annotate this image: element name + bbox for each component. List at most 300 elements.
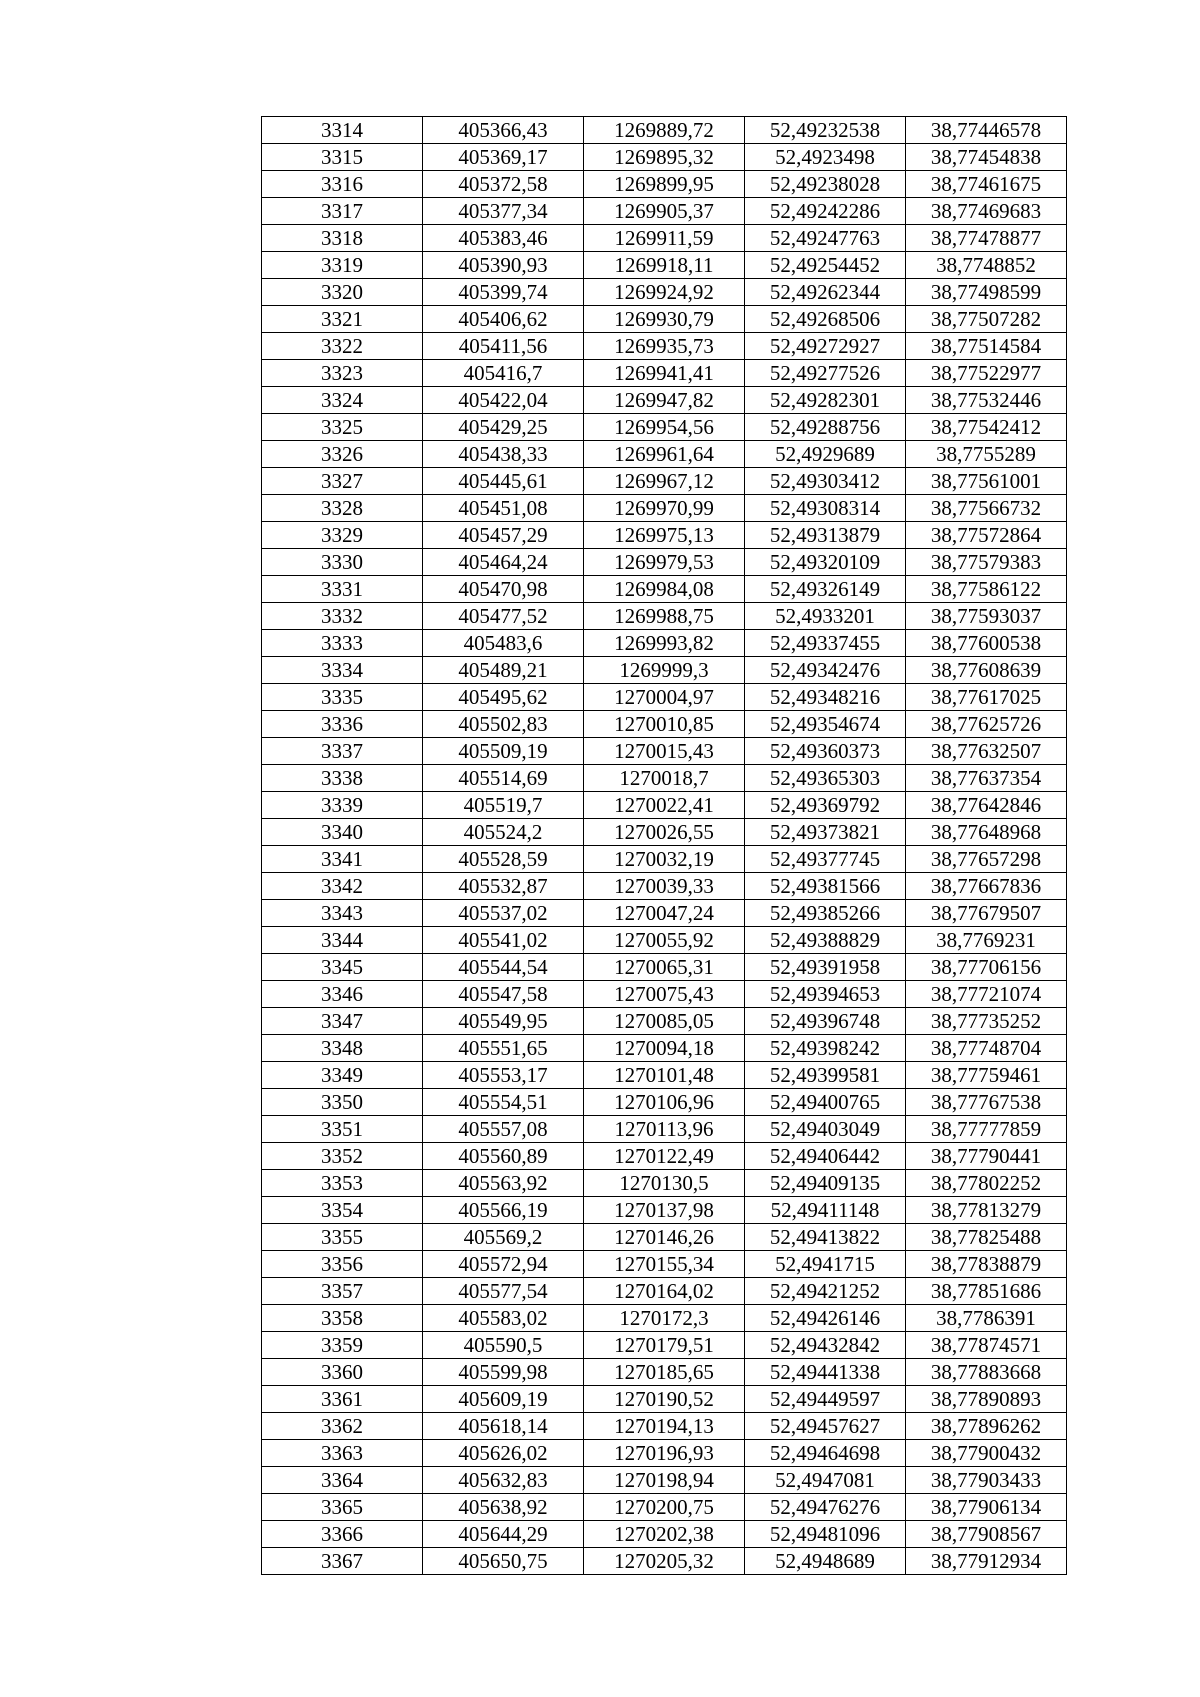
y-coordinate-cell: 1269911,59 xyxy=(584,225,745,252)
x-coordinate-cell: 405390,93 xyxy=(423,252,584,279)
latitude-cell: 52,49409135 xyxy=(745,1170,906,1197)
y-coordinate-cell: 1270190,52 xyxy=(584,1386,745,1413)
longitude-cell: 38,77851686 xyxy=(906,1278,1067,1305)
y-coordinate-cell: 1269999,3 xyxy=(584,657,745,684)
table-row xyxy=(262,1467,1067,1494)
y-coordinate-cell: 1269895,32 xyxy=(584,144,745,171)
latitude-cell: 52,49388829 xyxy=(745,927,906,954)
latitude-cell: 52,49326149 xyxy=(745,576,906,603)
longitude-cell: 38,7748852 xyxy=(906,252,1067,279)
longitude-cell: 38,77572864 xyxy=(906,522,1067,549)
y-coordinate-cell: 1270047,24 xyxy=(584,900,745,927)
y-coordinate-cell: 1270200,75 xyxy=(584,1494,745,1521)
latitude-cell: 52,49303412 xyxy=(745,468,906,495)
x-coordinate-cell: 405422,04 xyxy=(423,387,584,414)
point-number-cell: 3361 xyxy=(262,1386,423,1413)
x-coordinate-cell: 405553,17 xyxy=(423,1062,584,1089)
x-coordinate-cell: 405383,46 xyxy=(423,225,584,252)
table-row xyxy=(262,1278,1067,1305)
point-number-cell: 3356 xyxy=(262,1251,423,1278)
y-coordinate-cell: 1270022,41 xyxy=(584,792,745,819)
x-coordinate-cell: 405411,56 xyxy=(423,333,584,360)
table-row xyxy=(262,144,1067,171)
longitude-cell: 38,77896262 xyxy=(906,1413,1067,1440)
x-coordinate-cell: 405609,19 xyxy=(423,1386,584,1413)
point-number-cell: 3366 xyxy=(262,1521,423,1548)
x-coordinate-cell: 405563,92 xyxy=(423,1170,584,1197)
point-number-cell: 3348 xyxy=(262,1035,423,1062)
latitude-cell: 52,49354674 xyxy=(745,711,906,738)
point-number-cell: 3324 xyxy=(262,387,423,414)
x-coordinate-cell: 405618,14 xyxy=(423,1413,584,1440)
y-coordinate-cell: 1270198,94 xyxy=(584,1467,745,1494)
x-coordinate-cell: 405372,58 xyxy=(423,171,584,198)
latitude-cell: 52,49272927 xyxy=(745,333,906,360)
longitude-cell: 38,77632507 xyxy=(906,738,1067,765)
x-coordinate-cell: 405509,19 xyxy=(423,738,584,765)
latitude-cell: 52,49464698 xyxy=(745,1440,906,1467)
latitude-cell: 52,49238028 xyxy=(745,171,906,198)
table-row xyxy=(262,1116,1067,1143)
y-coordinate-cell: 1269988,75 xyxy=(584,603,745,630)
table-row xyxy=(262,549,1067,576)
longitude-cell: 38,77667836 xyxy=(906,873,1067,900)
point-number-cell: 3346 xyxy=(262,981,423,1008)
longitude-cell: 38,77461675 xyxy=(906,171,1067,198)
table-row xyxy=(262,1305,1067,1332)
point-number-cell: 3363 xyxy=(262,1440,423,1467)
coordinates-table-body xyxy=(262,117,1067,1575)
point-number-cell: 3362 xyxy=(262,1413,423,1440)
longitude-cell: 38,77790441 xyxy=(906,1143,1067,1170)
x-coordinate-cell: 405524,2 xyxy=(423,819,584,846)
x-coordinate-cell: 405377,34 xyxy=(423,198,584,225)
x-coordinate-cell: 405537,02 xyxy=(423,900,584,927)
point-number-cell: 3347 xyxy=(262,1008,423,1035)
table-row xyxy=(262,1062,1067,1089)
y-coordinate-cell: 1270039,33 xyxy=(584,873,745,900)
table-row xyxy=(262,198,1067,225)
y-coordinate-cell: 1270085,05 xyxy=(584,1008,745,1035)
table-row xyxy=(262,1143,1067,1170)
table-row xyxy=(262,630,1067,657)
table-row xyxy=(262,279,1067,306)
longitude-cell: 38,77498599 xyxy=(906,279,1067,306)
table-row xyxy=(262,792,1067,819)
latitude-cell: 52,49426146 xyxy=(745,1305,906,1332)
point-number-cell: 3364 xyxy=(262,1467,423,1494)
table-row xyxy=(262,1089,1067,1116)
longitude-cell: 38,77903433 xyxy=(906,1467,1067,1494)
y-coordinate-cell: 1270179,51 xyxy=(584,1332,745,1359)
latitude-cell: 52,49342476 xyxy=(745,657,906,684)
longitude-cell: 38,77874571 xyxy=(906,1332,1067,1359)
y-coordinate-cell: 1269961,64 xyxy=(584,441,745,468)
latitude-cell: 52,49308314 xyxy=(745,495,906,522)
y-coordinate-cell: 1270101,48 xyxy=(584,1062,745,1089)
y-coordinate-cell: 1270122,49 xyxy=(584,1143,745,1170)
x-coordinate-cell: 405514,69 xyxy=(423,765,584,792)
point-number-cell: 3358 xyxy=(262,1305,423,1332)
latitude-cell: 52,49457627 xyxy=(745,1413,906,1440)
latitude-cell: 52,49394653 xyxy=(745,981,906,1008)
x-coordinate-cell: 405541,02 xyxy=(423,927,584,954)
point-number-cell: 3318 xyxy=(262,225,423,252)
longitude-cell: 38,77679507 xyxy=(906,900,1067,927)
point-number-cell: 3323 xyxy=(262,360,423,387)
longitude-cell: 38,77825488 xyxy=(906,1224,1067,1251)
x-coordinate-cell: 405590,5 xyxy=(423,1332,584,1359)
latitude-cell: 52,49411148 xyxy=(745,1197,906,1224)
latitude-cell: 52,49268506 xyxy=(745,306,906,333)
y-coordinate-cell: 1270075,43 xyxy=(584,981,745,1008)
table-row xyxy=(262,306,1067,333)
y-coordinate-cell: 1270194,13 xyxy=(584,1413,745,1440)
latitude-cell: 52,49400765 xyxy=(745,1089,906,1116)
longitude-cell: 38,77514584 xyxy=(906,333,1067,360)
longitude-cell: 38,77600538 xyxy=(906,630,1067,657)
longitude-cell: 38,77657298 xyxy=(906,846,1067,873)
table-row xyxy=(262,1359,1067,1386)
table-row xyxy=(262,225,1067,252)
point-number-cell: 3332 xyxy=(262,603,423,630)
table-row xyxy=(262,252,1067,279)
longitude-cell: 38,77767538 xyxy=(906,1089,1067,1116)
longitude-cell: 38,7769231 xyxy=(906,927,1067,954)
latitude-cell: 52,4929689 xyxy=(745,441,906,468)
x-coordinate-cell: 405577,54 xyxy=(423,1278,584,1305)
latitude-cell: 52,49313879 xyxy=(745,522,906,549)
table-row xyxy=(262,1251,1067,1278)
latitude-cell: 52,4948689 xyxy=(745,1548,906,1575)
longitude-cell: 38,77532446 xyxy=(906,387,1067,414)
point-number-cell: 3335 xyxy=(262,684,423,711)
x-coordinate-cell: 405551,65 xyxy=(423,1035,584,1062)
table-row xyxy=(262,738,1067,765)
latitude-cell: 52,49277526 xyxy=(745,360,906,387)
point-number-cell: 3359 xyxy=(262,1332,423,1359)
point-number-cell: 3351 xyxy=(262,1116,423,1143)
y-coordinate-cell: 1270055,92 xyxy=(584,927,745,954)
point-number-cell: 3343 xyxy=(262,900,423,927)
latitude-cell: 52,49282301 xyxy=(745,387,906,414)
y-coordinate-cell: 1269918,11 xyxy=(584,252,745,279)
table-row xyxy=(262,360,1067,387)
table-row xyxy=(262,576,1067,603)
x-coordinate-cell: 405457,29 xyxy=(423,522,584,549)
y-coordinate-cell: 1269979,53 xyxy=(584,549,745,576)
point-number-cell: 3345 xyxy=(262,954,423,981)
longitude-cell: 38,77561001 xyxy=(906,468,1067,495)
x-coordinate-cell: 405632,83 xyxy=(423,1467,584,1494)
longitude-cell: 38,77759461 xyxy=(906,1062,1067,1089)
table-row xyxy=(262,1224,1067,1251)
y-coordinate-cell: 1270026,55 xyxy=(584,819,745,846)
table-row xyxy=(262,468,1067,495)
latitude-cell: 52,49247763 xyxy=(745,225,906,252)
point-number-cell: 3360 xyxy=(262,1359,423,1386)
y-coordinate-cell: 1270004,97 xyxy=(584,684,745,711)
table-row xyxy=(262,441,1067,468)
y-coordinate-cell: 1270094,18 xyxy=(584,1035,745,1062)
x-coordinate-cell: 405532,87 xyxy=(423,873,584,900)
y-coordinate-cell: 1269889,72 xyxy=(584,117,745,144)
latitude-cell: 52,49396748 xyxy=(745,1008,906,1035)
y-coordinate-cell: 1270113,96 xyxy=(584,1116,745,1143)
point-number-cell: 3320 xyxy=(262,279,423,306)
x-coordinate-cell: 405528,59 xyxy=(423,846,584,873)
latitude-cell: 52,49399581 xyxy=(745,1062,906,1089)
y-coordinate-cell: 1269993,82 xyxy=(584,630,745,657)
point-number-cell: 3352 xyxy=(262,1143,423,1170)
latitude-cell: 52,4947081 xyxy=(745,1467,906,1494)
x-coordinate-cell: 405544,54 xyxy=(423,954,584,981)
point-number-cell: 3331 xyxy=(262,576,423,603)
point-number-cell: 3349 xyxy=(262,1062,423,1089)
coordinates-table xyxy=(261,116,1067,1575)
latitude-cell: 52,49360373 xyxy=(745,738,906,765)
point-number-cell: 3329 xyxy=(262,522,423,549)
x-coordinate-cell: 405566,19 xyxy=(423,1197,584,1224)
x-coordinate-cell: 405626,02 xyxy=(423,1440,584,1467)
point-number-cell: 3365 xyxy=(262,1494,423,1521)
point-number-cell: 3350 xyxy=(262,1089,423,1116)
y-coordinate-cell: 1269970,99 xyxy=(584,495,745,522)
table-row xyxy=(262,333,1067,360)
y-coordinate-cell: 1270018,7 xyxy=(584,765,745,792)
latitude-cell: 52,49348216 xyxy=(745,684,906,711)
x-coordinate-cell: 405519,7 xyxy=(423,792,584,819)
y-coordinate-cell: 1269954,56 xyxy=(584,414,745,441)
latitude-cell: 52,49391958 xyxy=(745,954,906,981)
table-row xyxy=(262,1332,1067,1359)
table-row xyxy=(262,495,1067,522)
x-coordinate-cell: 405464,24 xyxy=(423,549,584,576)
table-row xyxy=(262,1413,1067,1440)
table-row xyxy=(262,522,1067,549)
longitude-cell: 38,77617025 xyxy=(906,684,1067,711)
latitude-cell: 52,4933201 xyxy=(745,603,906,630)
longitude-cell: 38,77802252 xyxy=(906,1170,1067,1197)
point-number-cell: 3326 xyxy=(262,441,423,468)
y-coordinate-cell: 1270032,19 xyxy=(584,846,745,873)
point-number-cell: 3319 xyxy=(262,252,423,279)
y-coordinate-cell: 1269975,13 xyxy=(584,522,745,549)
latitude-cell: 52,49449597 xyxy=(745,1386,906,1413)
y-coordinate-cell: 1269905,37 xyxy=(584,198,745,225)
longitude-cell: 38,77469683 xyxy=(906,198,1067,225)
table-row xyxy=(262,873,1067,900)
latitude-cell: 52,49398242 xyxy=(745,1035,906,1062)
table-row xyxy=(262,1197,1067,1224)
latitude-cell: 52,49385266 xyxy=(745,900,906,927)
y-coordinate-cell: 1270202,38 xyxy=(584,1521,745,1548)
x-coordinate-cell: 405549,95 xyxy=(423,1008,584,1035)
longitude-cell: 38,77706156 xyxy=(906,954,1067,981)
x-coordinate-cell: 405569,2 xyxy=(423,1224,584,1251)
latitude-cell: 52,49232538 xyxy=(745,117,906,144)
longitude-cell: 38,77454838 xyxy=(906,144,1067,171)
point-number-cell: 3333 xyxy=(262,630,423,657)
table-row xyxy=(262,1170,1067,1197)
y-coordinate-cell: 1270146,26 xyxy=(584,1224,745,1251)
x-coordinate-cell: 405470,98 xyxy=(423,576,584,603)
table-row xyxy=(262,1008,1067,1035)
point-number-cell: 3315 xyxy=(262,144,423,171)
y-coordinate-cell: 1269924,92 xyxy=(584,279,745,306)
x-coordinate-cell: 405572,94 xyxy=(423,1251,584,1278)
x-coordinate-cell: 405638,92 xyxy=(423,1494,584,1521)
x-coordinate-cell: 405557,08 xyxy=(423,1116,584,1143)
point-number-cell: 3340 xyxy=(262,819,423,846)
x-coordinate-cell: 405483,6 xyxy=(423,630,584,657)
latitude-cell: 52,49369792 xyxy=(745,792,906,819)
longitude-cell: 38,77900432 xyxy=(906,1440,1067,1467)
latitude-cell: 52,49377745 xyxy=(745,846,906,873)
table-row xyxy=(262,819,1067,846)
point-number-cell: 3327 xyxy=(262,468,423,495)
longitude-cell: 38,77735252 xyxy=(906,1008,1067,1035)
x-coordinate-cell: 405477,52 xyxy=(423,603,584,630)
point-number-cell: 3354 xyxy=(262,1197,423,1224)
table-row xyxy=(262,603,1067,630)
point-number-cell: 3321 xyxy=(262,306,423,333)
point-number-cell: 3337 xyxy=(262,738,423,765)
y-coordinate-cell: 1270205,32 xyxy=(584,1548,745,1575)
y-coordinate-cell: 1269947,82 xyxy=(584,387,745,414)
longitude-cell: 38,77648968 xyxy=(906,819,1067,846)
point-number-cell: 3342 xyxy=(262,873,423,900)
table-row xyxy=(262,657,1067,684)
point-number-cell: 3325 xyxy=(262,414,423,441)
y-coordinate-cell: 1269967,12 xyxy=(584,468,745,495)
longitude-cell: 38,77625726 xyxy=(906,711,1067,738)
longitude-cell: 38,77566732 xyxy=(906,495,1067,522)
y-coordinate-cell: 1269930,79 xyxy=(584,306,745,333)
x-coordinate-cell: 405650,75 xyxy=(423,1548,584,1575)
y-coordinate-cell: 1270010,85 xyxy=(584,711,745,738)
latitude-cell: 52,49413822 xyxy=(745,1224,906,1251)
point-number-cell: 3367 xyxy=(262,1548,423,1575)
longitude-cell: 38,77542412 xyxy=(906,414,1067,441)
longitude-cell: 38,77522977 xyxy=(906,360,1067,387)
longitude-cell: 38,7786391 xyxy=(906,1305,1067,1332)
latitude-cell: 52,49406442 xyxy=(745,1143,906,1170)
point-number-cell: 3353 xyxy=(262,1170,423,1197)
longitude-cell: 38,77890893 xyxy=(906,1386,1067,1413)
latitude-cell: 52,49441338 xyxy=(745,1359,906,1386)
y-coordinate-cell: 1270155,34 xyxy=(584,1251,745,1278)
table-row xyxy=(262,954,1067,981)
x-coordinate-cell: 405366,43 xyxy=(423,117,584,144)
table-row xyxy=(262,1035,1067,1062)
latitude-cell: 52,49254452 xyxy=(745,252,906,279)
x-coordinate-cell: 405489,21 xyxy=(423,657,584,684)
y-coordinate-cell: 1269935,73 xyxy=(584,333,745,360)
y-coordinate-cell: 1269941,41 xyxy=(584,360,745,387)
point-number-cell: 3344 xyxy=(262,927,423,954)
longitude-cell: 38,77446578 xyxy=(906,117,1067,144)
y-coordinate-cell: 1270137,98 xyxy=(584,1197,745,1224)
longitude-cell: 38,77579383 xyxy=(906,549,1067,576)
point-number-cell: 3357 xyxy=(262,1278,423,1305)
longitude-cell: 38,77608639 xyxy=(906,657,1067,684)
table-row xyxy=(262,846,1067,873)
x-coordinate-cell: 405644,29 xyxy=(423,1521,584,1548)
point-number-cell: 3355 xyxy=(262,1224,423,1251)
table-row xyxy=(262,711,1067,738)
x-coordinate-cell: 405416,7 xyxy=(423,360,584,387)
latitude-cell: 52,49288756 xyxy=(745,414,906,441)
longitude-cell: 38,77593037 xyxy=(906,603,1067,630)
longitude-cell: 38,77838879 xyxy=(906,1251,1067,1278)
point-number-cell: 3322 xyxy=(262,333,423,360)
point-number-cell: 3316 xyxy=(262,171,423,198)
longitude-cell: 38,77908567 xyxy=(906,1521,1067,1548)
x-coordinate-cell: 405399,74 xyxy=(423,279,584,306)
longitude-cell: 38,77906134 xyxy=(906,1494,1067,1521)
y-coordinate-cell: 1270106,96 xyxy=(584,1089,745,1116)
y-coordinate-cell: 1270196,93 xyxy=(584,1440,745,1467)
x-coordinate-cell: 405369,17 xyxy=(423,144,584,171)
x-coordinate-cell: 405547,58 xyxy=(423,981,584,1008)
table-row xyxy=(262,684,1067,711)
table-row xyxy=(262,387,1067,414)
point-number-cell: 3330 xyxy=(262,549,423,576)
longitude-cell: 38,77912934 xyxy=(906,1548,1067,1575)
longitude-cell: 38,77721074 xyxy=(906,981,1067,1008)
point-number-cell: 3317 xyxy=(262,198,423,225)
x-coordinate-cell: 405554,51 xyxy=(423,1089,584,1116)
latitude-cell: 52,49432842 xyxy=(745,1332,906,1359)
x-coordinate-cell: 405438,33 xyxy=(423,441,584,468)
y-coordinate-cell: 1269899,95 xyxy=(584,171,745,198)
table-row xyxy=(262,171,1067,198)
table-row xyxy=(262,1548,1067,1575)
y-coordinate-cell: 1269984,08 xyxy=(584,576,745,603)
x-coordinate-cell: 405451,08 xyxy=(423,495,584,522)
longitude-cell: 38,77748704 xyxy=(906,1035,1067,1062)
table-row xyxy=(262,1494,1067,1521)
latitude-cell: 52,49481096 xyxy=(745,1521,906,1548)
latitude-cell: 52,49476276 xyxy=(745,1494,906,1521)
longitude-cell: 38,77813279 xyxy=(906,1197,1067,1224)
latitude-cell: 52,49262344 xyxy=(745,279,906,306)
table-row xyxy=(262,981,1067,1008)
table-row xyxy=(262,1440,1067,1467)
latitude-cell: 52,4923498 xyxy=(745,144,906,171)
table-row xyxy=(262,414,1067,441)
longitude-cell: 38,77883668 xyxy=(906,1359,1067,1386)
point-number-cell: 3328 xyxy=(262,495,423,522)
y-coordinate-cell: 1270185,65 xyxy=(584,1359,745,1386)
latitude-cell: 52,49337455 xyxy=(745,630,906,657)
table-row xyxy=(262,1386,1067,1413)
latitude-cell: 52,4941715 xyxy=(745,1251,906,1278)
y-coordinate-cell: 1270130,5 xyxy=(584,1170,745,1197)
longitude-cell: 38,77478877 xyxy=(906,225,1067,252)
latitude-cell: 52,49242286 xyxy=(745,198,906,225)
longitude-cell: 38,77637354 xyxy=(906,765,1067,792)
latitude-cell: 52,49365303 xyxy=(745,765,906,792)
x-coordinate-cell: 405502,83 xyxy=(423,711,584,738)
point-number-cell: 3336 xyxy=(262,711,423,738)
x-coordinate-cell: 405445,61 xyxy=(423,468,584,495)
table-row xyxy=(262,927,1067,954)
longitude-cell: 38,77642846 xyxy=(906,792,1067,819)
table-row xyxy=(262,1521,1067,1548)
table-row xyxy=(262,765,1067,792)
